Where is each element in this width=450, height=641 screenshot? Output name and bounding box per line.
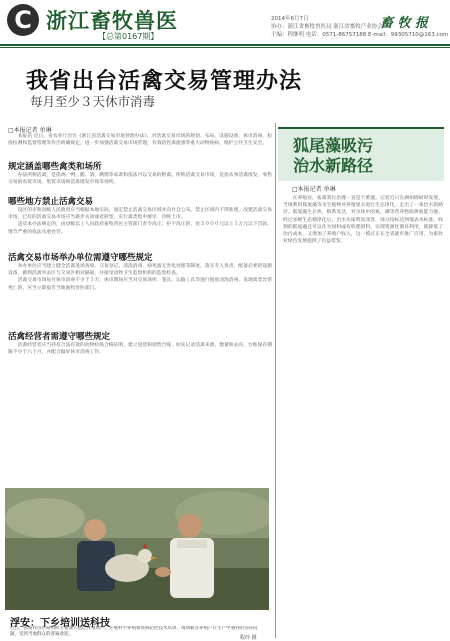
market-operators-paragraph: 举办单位应当建立健全活禽进场查验、交易登记、清洗消毒、病死禽无害化处理等制度，落实专人负责，配备必要的设施设备，做到活禽宰杀区与交易区相对隔离，并接受动物卫生监督机构的监督检查。	[8, 264, 272, 277]
section-letter-badge: C	[7, 4, 39, 36]
traders-paragraph: 活禽经营者应当持有合法有效的动物检疫合格证明，建立进货和销售台账，如实记录活禽来源、数量和去向，台账保存期限不少于六个月，并配合做好休市消毒工作。	[8, 343, 272, 356]
issue-number: 【总第0167期】	[98, 32, 159, 41]
side-article-paragraph: 在养殖业，畜禽粪污治理一直是个难题。记者近日在湖州调研时发现，当地利用狐尾藻等水生植物对养殖尾水进行生态净化，走出了一条治水新路径。狐尾藻生长快、根系发达，对水体中的氮、磷等营养物质吸收能力强，经过多级生态塘净化后，出水水质明显改善，部分指标达到地表水标准。收割的狐尾藻还可以作为饲料或有机肥原料，实现资源化循环利用，既降低了治污成本，又增加了养殖户收入，这一模式正在全省逐步推广应用，为畜牧业绿色发展提供了有益借鉴。	[283, 196, 443, 245]
header-date: 2014年6月7日	[271, 16, 309, 22]
side-article-text	[283, 195, 443, 635]
header-contact: 主编：程继明 电话：0571-86757188 E-mail：99305710@163.com	[271, 32, 449, 38]
column-divider	[275, 123, 276, 638]
penalty-paragraph: 违反本办法规定的，由县级以上人民政府畜牧兽医主管部门责令改正；拒不改正的，处５０００元以上３万元以下罚款，情节严重的依法从重处罚。	[8, 222, 272, 235]
subhead-traders: 活禽经营者需遵守哪些规定	[8, 332, 111, 342]
subhead-scope: 规定涵盖哪些禽类和场所	[8, 162, 102, 172]
main-headline: 我省出台活禽交易管理办法	[26, 69, 303, 94]
side-headline-line1: 狐尾藻吸污	[293, 136, 374, 155]
photo-credit: 程玲 摄	[240, 635, 257, 641]
main-intro	[8, 133, 272, 155]
scope-text	[8, 172, 272, 190]
prohibited-paragraph: 设区的市和县级人民政府应当根据本地实际，划定禁止活禽交易区域并向社会公布。禁止区域内不得新建、改建活禽交易市场，已有的活禽交易市场应当逐步关闭或者转型，实行禽类集中屠宰、冷鲜上市。	[8, 208, 272, 221]
section-title: 浙江畜牧兽医	[46, 9, 178, 33]
subhead-prohibited-areas: 哪些地方禁止活禽交易	[8, 197, 94, 207]
market-operators-text	[8, 263, 272, 323]
subhead-market-operators: 活禽交易市场举办单位需遵守哪些规定	[8, 253, 153, 263]
training-photo	[5, 488, 269, 610]
photo-caption: 近日，省畜牧兽医局组织专家深入基层养殖场户，开展科学养殖和疫病防控技术培训，现场解答养殖户在生产中遇到的实际问题，受到当地群众的普遍欢迎。	[10, 626, 258, 637]
prohibited-text	[8, 207, 272, 245]
traders-text	[8, 342, 272, 482]
paper-name-logo: 畜 牧 报	[380, 16, 429, 31]
intro-paragraph: 本报讯 近日，省农业厅出台《浙江省活禽交易市场管理办法》，对活禽交易市场的规划、布局、设施设备、休市消毒、检疫检测和监督管理等作出明确规定，进一步加强活禽交易市场管理，有效防控禽流感等重大动物疫病，维护公共卫生安全。	[8, 134, 272, 147]
page-header	[0, 0, 450, 48]
header-sponsors: 协办：浙江省畜牧兽医局 浙江省畜牧产业协会	[271, 24, 383, 30]
header-rule-thin	[0, 47, 450, 48]
side-byline: □本报记者 单琳	[292, 186, 336, 193]
training-photo-illustration	[5, 488, 269, 610]
photo-caption-title: 浮安：下乡培训送科技	[10, 618, 110, 629]
closure-paragraph: 活禽交易市场每月休市消毒不少于３天，休市期间应当对交易场所、笼具、运输工具等进行彻底清洗消毒，发现禽类异常死亡的，应当立即报告当地畜牧兽医部门。	[8, 278, 272, 291]
side-headline-line2: 治水新路径	[293, 156, 374, 175]
main-subheadline: 每月至少３天休市消毒	[30, 94, 156, 109]
main-byline: □本报记者 单琳	[8, 127, 52, 134]
header-rule	[0, 44, 450, 46]
scope-paragraph: 办法所称活禽，是指鸡、鸭、鹅、鸽、鹌鹑等家禽和依法可以交易的野禽。所称活禽交易市场，是指从事活禽批发、零售交易的农贸市场、集贸市场和活禽批发市场等场所。	[8, 173, 272, 186]
